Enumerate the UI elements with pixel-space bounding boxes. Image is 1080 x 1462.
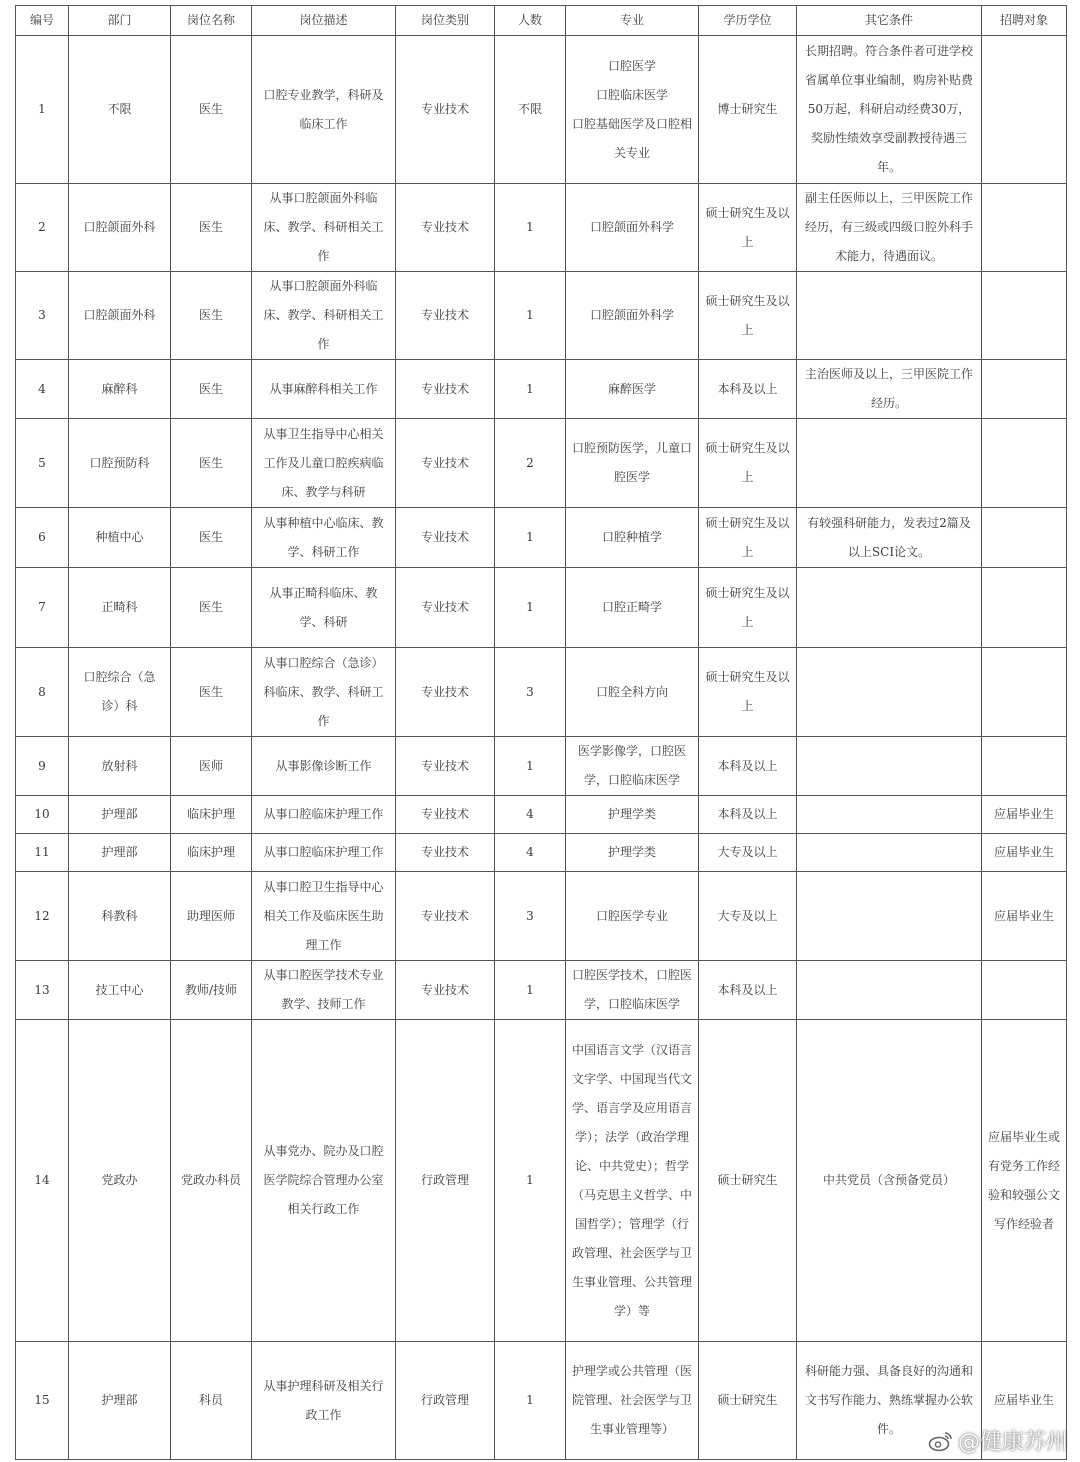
cell-major: 口腔颌面外科学 <box>566 272 699 360</box>
cell-no: 4 <box>16 360 69 419</box>
cell-recruitment-target <box>982 508 1067 568</box>
weibo-watermark <box>928 1425 1068 1456</box>
cell-headcount: 1 <box>495 1342 566 1460</box>
cell-no: 5 <box>16 419 69 508</box>
cell-headcount: 1 <box>495 360 566 419</box>
cell-position-category: 专业技术 <box>396 648 495 737</box>
cell-other-conditions: 长期招聘。符合条件者可进学校省属单位事业编制，购房补贴费50万起，科研启动经费30万，奖励性绩效享受副教授待遇三年。 <box>797 36 982 184</box>
cell-no: 3 <box>16 272 69 360</box>
cell-position-category: 专业技术 <box>396 419 495 508</box>
table-row <box>16 961 1067 1020</box>
cell-position-category: 专业技术 <box>396 508 495 568</box>
cell-no: 13 <box>16 961 69 1020</box>
header-other-conditions: 其它条件 <box>797 6 982 36</box>
cell-department: 科教科 <box>69 872 171 961</box>
cell-recruitment-target <box>982 360 1067 419</box>
cell-education: 大专及以上 <box>699 872 797 961</box>
cell-major: 口腔医学专业 <box>566 872 699 961</box>
cell-education: 硕士研究生及以上 <box>699 184 797 272</box>
cell-no: 1 <box>16 36 69 184</box>
cell-position-name: 科员 <box>171 1342 252 1460</box>
cell-department: 放射科 <box>69 737 171 796</box>
cell-position-category: 专业技术 <box>396 360 495 419</box>
cell-position-description: 从事口腔卫生指导中心相关工作及临床医生助理工作 <box>252 872 396 961</box>
table-row <box>16 419 1067 508</box>
cell-no: 14 <box>16 1020 69 1342</box>
cell-major: 口腔全科方向 <box>566 648 699 737</box>
cell-major: 口腔种植学 <box>566 508 699 568</box>
cell-position-category: 专业技术 <box>396 272 495 360</box>
cell-no: 7 <box>16 568 69 648</box>
cell-recruitment-target <box>982 737 1067 796</box>
cell-headcount: 1 <box>495 508 566 568</box>
table-row <box>16 796 1067 834</box>
cell-recruitment-target <box>982 184 1067 272</box>
cell-department: 口腔综合（急诊）科 <box>69 648 171 737</box>
cell-major: 口腔医学技术，口腔医学，口腔临床医学 <box>566 961 699 1020</box>
cell-department: 技工中心 <box>69 961 171 1020</box>
cell-position-description: 从事正畸科临床、教学、科研 <box>252 568 396 648</box>
cell-position-category: 专业技术 <box>396 737 495 796</box>
cell-position-name: 临床护理 <box>171 834 252 872</box>
cell-position-name: 医生 <box>171 360 252 419</box>
cell-position-name: 教师/技师 <box>171 961 252 1020</box>
cell-education: 博士研究生 <box>699 36 797 184</box>
cell-position-category: 行政管理 <box>396 1342 495 1460</box>
cell-education: 硕士研究生 <box>699 1020 797 1342</box>
cell-no: 15 <box>16 1342 69 1460</box>
cell-position-category: 专业技术 <box>396 568 495 648</box>
table-row <box>16 360 1067 419</box>
cell-education: 大专及以上 <box>699 834 797 872</box>
cell-department: 麻醉科 <box>69 360 171 419</box>
cell-no: 10 <box>16 796 69 834</box>
header-major: 专业 <box>566 6 699 36</box>
cell-headcount: 1 <box>495 1020 566 1342</box>
cell-no: 8 <box>16 648 69 737</box>
cell-headcount: 1 <box>495 961 566 1020</box>
cell-no: 9 <box>16 737 69 796</box>
cell-department: 口腔预防科 <box>69 419 171 508</box>
cell-position-description: 从事口腔临床护理工作 <box>252 796 396 834</box>
cell-headcount: 4 <box>495 834 566 872</box>
cell-other-conditions: 有较强科研能力，发表过2篇及以上SCI论文。 <box>797 508 982 568</box>
cell-major: 口腔预防医学，儿童口腔医学 <box>566 419 699 508</box>
cell-headcount: 1 <box>495 737 566 796</box>
cell-headcount: 1 <box>495 272 566 360</box>
cell-position-name: 医生 <box>171 36 252 184</box>
cell-position-name: 医生 <box>171 508 252 568</box>
cell-no: 11 <box>16 834 69 872</box>
cell-other-conditions <box>797 796 982 834</box>
cell-other-conditions <box>797 568 982 648</box>
cell-major: 口腔正畸学 <box>566 568 699 648</box>
cell-department: 护理部 <box>69 834 171 872</box>
cell-position-description: 从事口腔综合（急诊）科临床、教学、科研工作 <box>252 648 396 737</box>
table-header-row <box>16 6 1067 36</box>
cell-other-conditions <box>797 834 982 872</box>
cell-other-conditions <box>797 419 982 508</box>
cell-no: 6 <box>16 508 69 568</box>
cell-education: 硕士研究生及以上 <box>699 568 797 648</box>
cell-position-description: 从事党办、院办及口腔医学院综合管理办公室相关行政工作 <box>252 1020 396 1342</box>
cell-position-description: 从事麻醉科相关工作 <box>252 360 396 419</box>
cell-recruitment-target <box>982 272 1067 360</box>
cell-education: 本科及以上 <box>699 961 797 1020</box>
cell-no: 2 <box>16 184 69 272</box>
cell-other-conditions <box>797 272 982 360</box>
cell-major: 护理学类 <box>566 834 699 872</box>
cell-position-name: 医生 <box>171 419 252 508</box>
recruitment-table <box>15 5 1067 1460</box>
cell-position-name: 医师 <box>171 737 252 796</box>
cell-recruitment-target: 应届毕业生 <box>982 872 1067 961</box>
cell-recruitment-target <box>982 961 1067 1020</box>
cell-department: 正畸科 <box>69 568 171 648</box>
cell-education: 硕士研究生及以上 <box>699 419 797 508</box>
cell-recruitment-target: 应届毕业生 <box>982 834 1067 872</box>
cell-position-name: 助理医师 <box>171 872 252 961</box>
header-position-category: 岗位类别 <box>396 6 495 36</box>
cell-headcount: 不限 <box>495 36 566 184</box>
cell-other-conditions <box>797 737 982 796</box>
cell-education: 硕士研究生及以上 <box>699 508 797 568</box>
cell-other-conditions <box>797 872 982 961</box>
table-row <box>16 36 1067 184</box>
cell-major: 口腔颌面外科学 <box>566 184 699 272</box>
cell-headcount: 3 <box>495 648 566 737</box>
cell-recruitment-target <box>982 419 1067 508</box>
cell-recruitment-target: 应届毕业生或有党务工作经验和较强公文写作经验者 <box>982 1020 1067 1342</box>
cell-position-description: 从事卫生指导中心相关工作及儿童口腔疾病临床、教学与科研 <box>252 419 396 508</box>
watermark-text: @健康苏州 <box>957 1430 1068 1455</box>
cell-position-description: 从事口腔颌面外科临床、教学、科研相关工作 <box>252 272 396 360</box>
table-row <box>16 737 1067 796</box>
table-row <box>16 184 1067 272</box>
table-row <box>16 834 1067 872</box>
cell-other-conditions: 副主任医师以上，三甲医院工作经历，有三级或四级口腔外科手术能力，待遇面议。 <box>797 184 982 272</box>
cell-recruitment-target <box>982 648 1067 737</box>
cell-department: 口腔颌面外科 <box>69 184 171 272</box>
table-row <box>16 508 1067 568</box>
cell-headcount: 2 <box>495 419 566 508</box>
cell-department: 护理部 <box>69 796 171 834</box>
cell-department: 护理部 <box>69 1342 171 1460</box>
cell-position-category: 专业技术 <box>396 184 495 272</box>
cell-recruitment-target: 应届毕业生 <box>982 1342 1067 1460</box>
cell-headcount: 1 <box>495 568 566 648</box>
cell-position-description: 从事口腔临床护理工作 <box>252 834 396 872</box>
cell-major: 医学影像学，口腔医学，口腔临床医学 <box>566 737 699 796</box>
cell-recruitment-target <box>982 36 1067 184</box>
cell-no: 12 <box>16 872 69 961</box>
table-row <box>16 568 1067 648</box>
header-education: 学历学位 <box>699 6 797 36</box>
cell-position-category: 专业技术 <box>396 872 495 961</box>
cell-major: 口腔医学 口腔临床医学 口腔基础医学及口腔相关专业 <box>566 36 699 184</box>
cell-major: 护理学类 <box>566 796 699 834</box>
cell-position-description: 从事口腔医学技术专业教学、技师工作 <box>252 961 396 1020</box>
cell-position-name: 临床护理 <box>171 796 252 834</box>
weibo-logo-icon <box>928 1430 954 1452</box>
table-row <box>16 872 1067 961</box>
table-row <box>16 1020 1067 1342</box>
cell-department: 党政办 <box>69 1020 171 1342</box>
cell-recruitment-target: 应届毕业生 <box>982 796 1067 834</box>
cell-position-description: 从事种植中心临床、教学、科研工作 <box>252 508 396 568</box>
header-headcount: 人数 <box>495 6 566 36</box>
cell-headcount: 3 <box>495 872 566 961</box>
cell-headcount: 4 <box>495 796 566 834</box>
cell-department: 口腔颌面外科 <box>69 272 171 360</box>
cell-position-category: 专业技术 <box>396 961 495 1020</box>
cell-education: 本科及以上 <box>699 360 797 419</box>
cell-recruitment-target <box>982 568 1067 648</box>
cell-position-description: 从事护理科研及相关行政工作 <box>252 1342 396 1460</box>
cell-headcount: 1 <box>495 184 566 272</box>
cell-position-category: 专业技术 <box>396 36 495 184</box>
cell-other-conditions <box>797 961 982 1020</box>
cell-position-category: 专业技术 <box>396 796 495 834</box>
cell-position-category: 行政管理 <box>396 1020 495 1342</box>
header-position-name: 岗位名称 <box>171 6 252 36</box>
header-no: 编号 <box>16 6 69 36</box>
cell-position-name: 医生 <box>171 272 252 360</box>
header-recruitment-target: 招聘对象 <box>982 6 1067 36</box>
cell-position-name: 医生 <box>171 184 252 272</box>
cell-department: 种植中心 <box>69 508 171 568</box>
cell-education: 本科及以上 <box>699 737 797 796</box>
table-row <box>16 272 1067 360</box>
cell-other-conditions <box>797 648 982 737</box>
cell-other-conditions: 主治医师及以上，三甲医院工作经历。 <box>797 360 982 419</box>
cell-education: 硕士研究生及以上 <box>699 648 797 737</box>
cell-education: 本科及以上 <box>699 796 797 834</box>
header-department: 部门 <box>69 6 171 36</box>
cell-major: 麻醉医学 <box>566 360 699 419</box>
cell-position-description: 口腔专业教学，科研及临床工作 <box>252 36 396 184</box>
cell-position-name: 医生 <box>171 648 252 737</box>
cell-department: 不限 <box>69 36 171 184</box>
cell-position-name: 医生 <box>171 568 252 648</box>
table-row <box>16 1342 1067 1460</box>
cell-position-category: 专业技术 <box>396 834 495 872</box>
cell-major: 护理学或公共管理（医院管理、社会医学与卫生事业管理等） <box>566 1342 699 1460</box>
cell-education: 硕士研究生 <box>699 1342 797 1460</box>
table-row <box>16 648 1067 737</box>
cell-position-name: 党政办科员 <box>171 1020 252 1342</box>
cell-education: 硕士研究生及以上 <box>699 272 797 360</box>
header-position-description: 岗位描述 <box>252 6 396 36</box>
cell-position-description: 从事口腔颌面外科临床、教学、科研相关工作 <box>252 184 396 272</box>
cell-other-conditions: 科研能力强、具备良好的沟通和文书写作能力、熟练掌握办公软件。 <box>797 1342 982 1460</box>
cell-major: 中国语言文学（汉语言文字学、中国现当代文学、语言学及应用语言学）；法学（政治学理论、中共党史）；哲学（马克思主义哲学、中国哲学）；管理学（行政管理、社会医学与卫生事业管理、公共管理学）等 <box>566 1020 699 1342</box>
cell-position-description: 从事影像诊断工作 <box>252 737 396 796</box>
cell-other-conditions: 中共党员（含预备党员） <box>797 1020 982 1342</box>
